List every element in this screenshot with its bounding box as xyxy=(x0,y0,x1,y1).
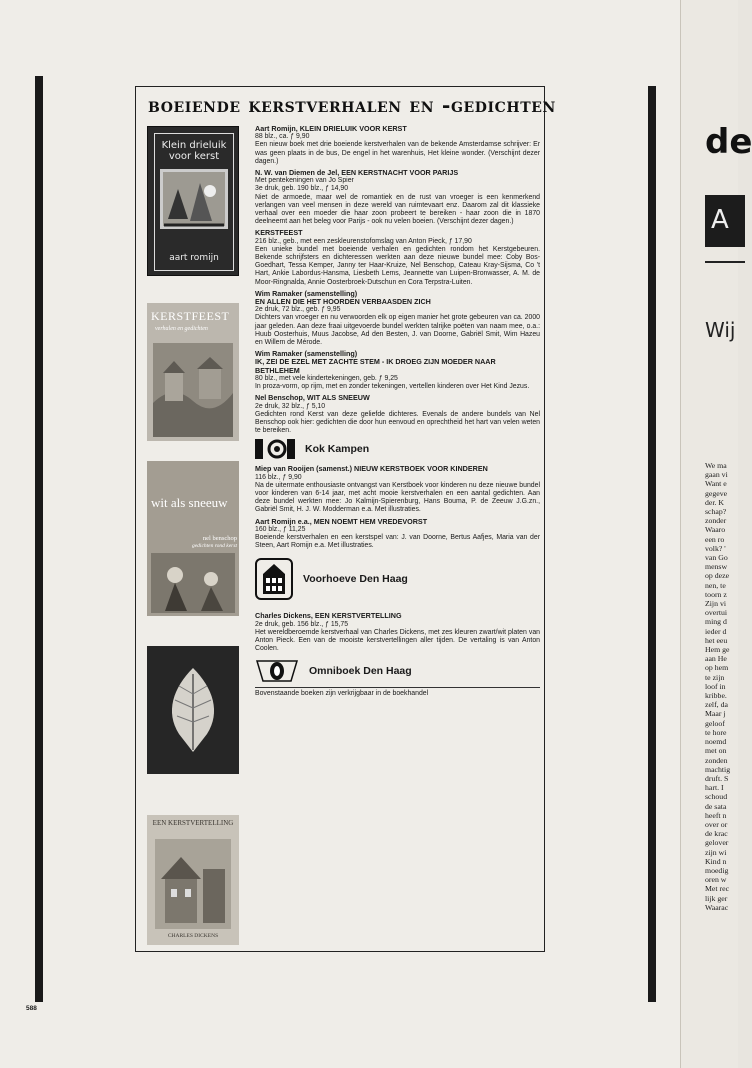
cover-title: KERSTFEEST xyxy=(151,309,230,323)
kok-logo-icon xyxy=(255,439,295,459)
right-page-text-line: loof in xyxy=(705,681,726,691)
page-number: 588 xyxy=(26,1005,37,1012)
entry-meta: 160 blz., ƒ 11,25 xyxy=(255,525,306,533)
right-page-text-line: op deze xyxy=(705,571,730,581)
right-page-text-line: volk? ' xyxy=(705,543,726,553)
right-page-text-line: heeft n xyxy=(705,810,727,820)
right-page-text-line: Waaro xyxy=(705,525,726,535)
right-page-text-line: gegeve xyxy=(705,488,728,498)
entry-meta: 216 blz., geb., met een zeskleurenstofomslag van Anton Pieck, ƒ 17,90 xyxy=(255,237,472,245)
right-page-text-line: schoud xyxy=(705,792,728,802)
right-page-text-line: ming d xyxy=(705,617,727,627)
right-page-text-line: Met rec xyxy=(705,884,730,894)
right-page-text-line: op hem xyxy=(705,663,729,673)
right-page-text-line: Maar j xyxy=(705,709,726,719)
entry-meta: 3e druk, geb. 190 blz., ƒ 14,90 xyxy=(255,185,349,193)
entry-title: IK, ZEI DE EZEL MET ZACHTE STEM - IK DROEG ZIJN MOEDER NAAR BETHLEHEM xyxy=(255,357,496,375)
right-page-text-line: de sata xyxy=(705,801,727,811)
right-page-text-line: oren w xyxy=(705,875,727,885)
cover-subtitle: verhalen en gedichten xyxy=(155,326,208,332)
right-page-text-line: Waarac xyxy=(705,902,729,912)
publisher-name: Voorhoeve Den Haag xyxy=(303,573,408,586)
entry-description: In proza-vorm, op rijm, met en zonder tekeningen, vertellen kinderen over Het Kind Jezus. xyxy=(255,383,530,391)
book-entry xyxy=(255,290,540,347)
cover-illustration xyxy=(155,839,231,929)
right-page-body-text xyxy=(705,461,745,912)
right-page-text-line: een ro xyxy=(705,534,725,544)
right-page-text-line: hart. I xyxy=(705,783,724,793)
entry-title: EN ALLEN DIE HET HOORDEN VERBAASDEN ZICH xyxy=(255,297,431,307)
entry-description: Dichters van vroeger en nu verwoorden elk op eigen manier het grote gebeuren van ca. 2000 jaar geleden. Aan deze fraai uitgevoerde bundel werkten talrijke poëten van naam mee, o.a.: Huub Oosterhuis, Muus Jacobse, Ad den Besten, J. van Doorne, Gabriël Smit, Wim Hazeu en Willem de Mérode. xyxy=(255,314,540,347)
right-page-text-line: van Go xyxy=(705,553,728,563)
right-page-text-line: Hem ge xyxy=(705,645,730,655)
right-page-text-line: Kind n xyxy=(705,856,727,866)
entry-meta: 2e druk, 72 blz., geb. ƒ 9,95 xyxy=(255,306,341,314)
right-page-text-line: geloof xyxy=(705,718,725,728)
cover-author: nel benschop xyxy=(202,535,237,542)
entry-heading: Aart Romijn e.a., MEN NOEMT HEM VREDEVORST xyxy=(255,516,428,526)
cover-klein-drieluik xyxy=(147,126,239,276)
entry-heading: Charles Dickens, EEN KERSTVERTELLING xyxy=(255,611,402,621)
entry-description: Boeiende kerstverhalen en een kerstspel van: J. van Doorne, Bertus Aafjes, Maria van der Steen, Aart Romijn e.a. Met illustraties. xyxy=(255,533,540,550)
cover-subtitle: gedichten rond kerst xyxy=(191,543,237,549)
entry-description: Een nieuw boek met drie boeiende kerstverhalen van de bekende Amsterdamse schrijver: Er was geen plaats in de bus, De engel in het warenhuis, Het kleine wonder. (Verschijnt dezer dagen.) xyxy=(255,141,540,165)
entry-meta: Met pentekeningen van Jo Spier xyxy=(255,177,354,185)
entry-description: Niet de armoede, maar wel de romantiek en de rust van vroeger is een kenmerkend verlangen van veel mensen in deze wereld van ruimtevaart enz. Daarom zal dit klassieke verhaal over een moeder die haar zoon probeert te bereiken - haar zoon die in 1870 deelneemt aan het beleg voor Parijs - ook nu velen boeien. (Verschijnt dezer dagen.) xyxy=(255,193,540,226)
book-entry xyxy=(255,394,540,435)
cover-title-line2: voor kerst xyxy=(168,151,220,162)
entry-meta: 2e druk, 32 blz., ƒ 5,10 xyxy=(255,402,326,410)
right-page-text-line: te zijn xyxy=(705,672,725,682)
right-page-text-line: Zijn vi xyxy=(705,599,727,609)
cover-author: aart romijn xyxy=(169,253,219,263)
leaf-icon xyxy=(163,664,223,756)
right-page-rule xyxy=(705,261,745,263)
right-page-text-line: noemd xyxy=(705,737,727,747)
right-page-text-line: mensw xyxy=(705,562,728,572)
right-page-text-line: kribbe. xyxy=(705,691,727,701)
entry-meta: 2e druk, geb. 156 blz., ƒ 15,75 xyxy=(255,620,349,628)
entry-meta: 88 blz., ca. ƒ 9,90 xyxy=(255,133,310,141)
book-entry xyxy=(255,350,540,391)
book-entry xyxy=(255,169,540,226)
right-page-text-line: de krac xyxy=(705,829,728,839)
publisher-name: Kok Kampen xyxy=(305,443,370,456)
entry-meta: 116 blz., ƒ 9,90 xyxy=(255,473,302,481)
omniboek-logo-icon xyxy=(255,659,299,683)
right-page-text-line: overtui xyxy=(705,608,728,618)
publisher-name: Omniboek Den Haag xyxy=(309,665,412,678)
left-black-bar xyxy=(35,76,43,1002)
entry-heading: Wim Ramaker (samenstelling) xyxy=(255,288,358,298)
right-page-text-line: der. K xyxy=(705,497,725,507)
right-page xyxy=(680,0,752,1068)
right-page-text-line: te hore xyxy=(705,727,727,737)
voorhoeve-logo-icon xyxy=(255,558,293,600)
entry-description: Na de uitermate enthousiaste ontvangst van Kerstboek voor kinderen nu deze nieuwe bundel voor kinderen van 6-14 jaar, met acht mooie kerstverhalen en een aantal gedichten. Aan deze bundel werkten mee: Jo Kalmijn-Spierenburg, Hans Bouma, P. de Zeeuw J.G.zn., Gabriël Smit, H. J. W. Modderman e.a. Met illustraties. xyxy=(255,481,540,514)
footer-note: Bovenstaande boeken zijn verkrijgbaar in de boekhandel xyxy=(255,687,540,698)
right-page-text-line: het eeu xyxy=(705,635,728,645)
right-page-text-line: gelover xyxy=(705,838,729,848)
entry-heading: Nel Benschop, WIT ALS SNEEUW xyxy=(255,393,370,403)
cover-title-line1: Klein drieluik xyxy=(161,140,227,151)
right-page-text-line: over or xyxy=(705,819,728,829)
right-black-bar xyxy=(648,86,656,1002)
book-entry xyxy=(255,612,540,653)
cover-author: CHARLES DICKENS xyxy=(167,933,219,939)
right-page-text-line: Want e xyxy=(705,479,727,489)
cover-kerstfeest xyxy=(147,303,239,441)
right-page-text-line: We ma xyxy=(705,461,727,470)
right-page-text-line: gaan vi xyxy=(705,470,728,480)
right-page-dark-box xyxy=(705,195,745,247)
entry-description: Een unieke bundel met boeiende verhalen en gedichten rondom het Kerstgebeuren. Bekende schrijfsters en dichteressen werkten aan deze nieuwe bundel mee: Coby Bos-Goedhart, Tessa Kemper, Janny ter Haar-Kruize, Nel Benschop, Cateau Kray-Sijsma, Co 't Hart, Ankie Labordus-Hansma, Liesbeth Lems, Jeannette van Luipen-Bronwasser, A. M. de Moor-Ringnalda, Annie Oosterbroek-Dutschun en Cora Terpstra-Luiten. xyxy=(255,245,540,286)
book-entry xyxy=(255,229,540,286)
right-page-text-line: machtig xyxy=(705,764,731,774)
cover-illustration xyxy=(151,553,235,613)
right-page-text-line: zonden xyxy=(705,755,728,765)
publisher-omniboek xyxy=(255,659,540,683)
cover-leaf xyxy=(147,646,239,774)
entry-description: Het wereldberoemde kerstverhaal van Charles Dickens, met zes kleuren zwart/wit platen van Anton Pieck. Een van de mooiste kerstvertellingen aller tijden. De vertaling is van Anton Coolen. xyxy=(255,628,540,653)
right-page-box-letter: A xyxy=(711,205,729,235)
book-entry xyxy=(255,125,540,166)
entry-description: Gedichten rond Kerst van deze geliefde dichteres. Evenals de andere bundels van Nel Benschop ook hier: gedichten die door hun eenvoud en oprechtheid het hart van velen weten te bereiken. xyxy=(255,410,540,435)
cover-title: EEN KERSTVERTELLING xyxy=(152,819,234,827)
right-page-text-line: zonder xyxy=(705,516,727,526)
entry-heading: KERSTFEEST xyxy=(255,228,303,238)
cover-wit-als-sneeuw xyxy=(147,461,239,616)
book-entry xyxy=(255,518,540,551)
cover-illustration xyxy=(153,343,233,437)
cover-title: wit als sneeuw xyxy=(151,495,228,510)
right-page-text-line: aan He xyxy=(705,654,727,664)
right-page-heading: de xyxy=(705,122,752,162)
entry-heading: N. W. van Diemen de Jel, EEN KERSTNACHT VOOR PARIJS xyxy=(255,168,459,178)
publisher-kok xyxy=(255,439,540,459)
right-page-text-line: nen, te xyxy=(705,580,726,590)
cover-illustration xyxy=(160,169,228,229)
entry-heading: Wim Ramaker (samenstelling) xyxy=(255,349,358,359)
ad-headline: boeiende kerstverhalen en -gedichten xyxy=(148,93,556,117)
right-page-text-line: zelf, da xyxy=(705,700,728,710)
entry-heading: Miep van Rooijen (samenst.) NIEUW KERSTBOEK VOOR KINDEREN xyxy=(255,464,488,474)
entry-meta: 80 blz., met vele kindertekeningen, geb. ƒ 9,25 xyxy=(255,374,398,382)
right-page-text-line: ieder d xyxy=(705,626,727,636)
entry-heading: Aart Romijn, KLEIN DRIELUIK VOOR KERST xyxy=(255,124,407,133)
right-page-text-line: met on xyxy=(705,746,727,756)
right-page-text-line: moedig xyxy=(705,865,729,875)
right-page-text-line: schap? xyxy=(705,507,727,517)
right-page-text-line: zijn wi xyxy=(705,847,727,857)
publisher-voorhoeve xyxy=(255,558,540,600)
right-page-text-line: druft. S xyxy=(705,773,729,783)
right-page-subheading: Wij xyxy=(705,318,736,342)
book-entry xyxy=(255,465,540,514)
right-page-text-line: toorn z xyxy=(705,589,727,599)
cover-een-kerstvertelling xyxy=(147,815,239,945)
right-page-text-line: lijk ger xyxy=(705,893,728,903)
ad-text-column xyxy=(255,125,540,699)
